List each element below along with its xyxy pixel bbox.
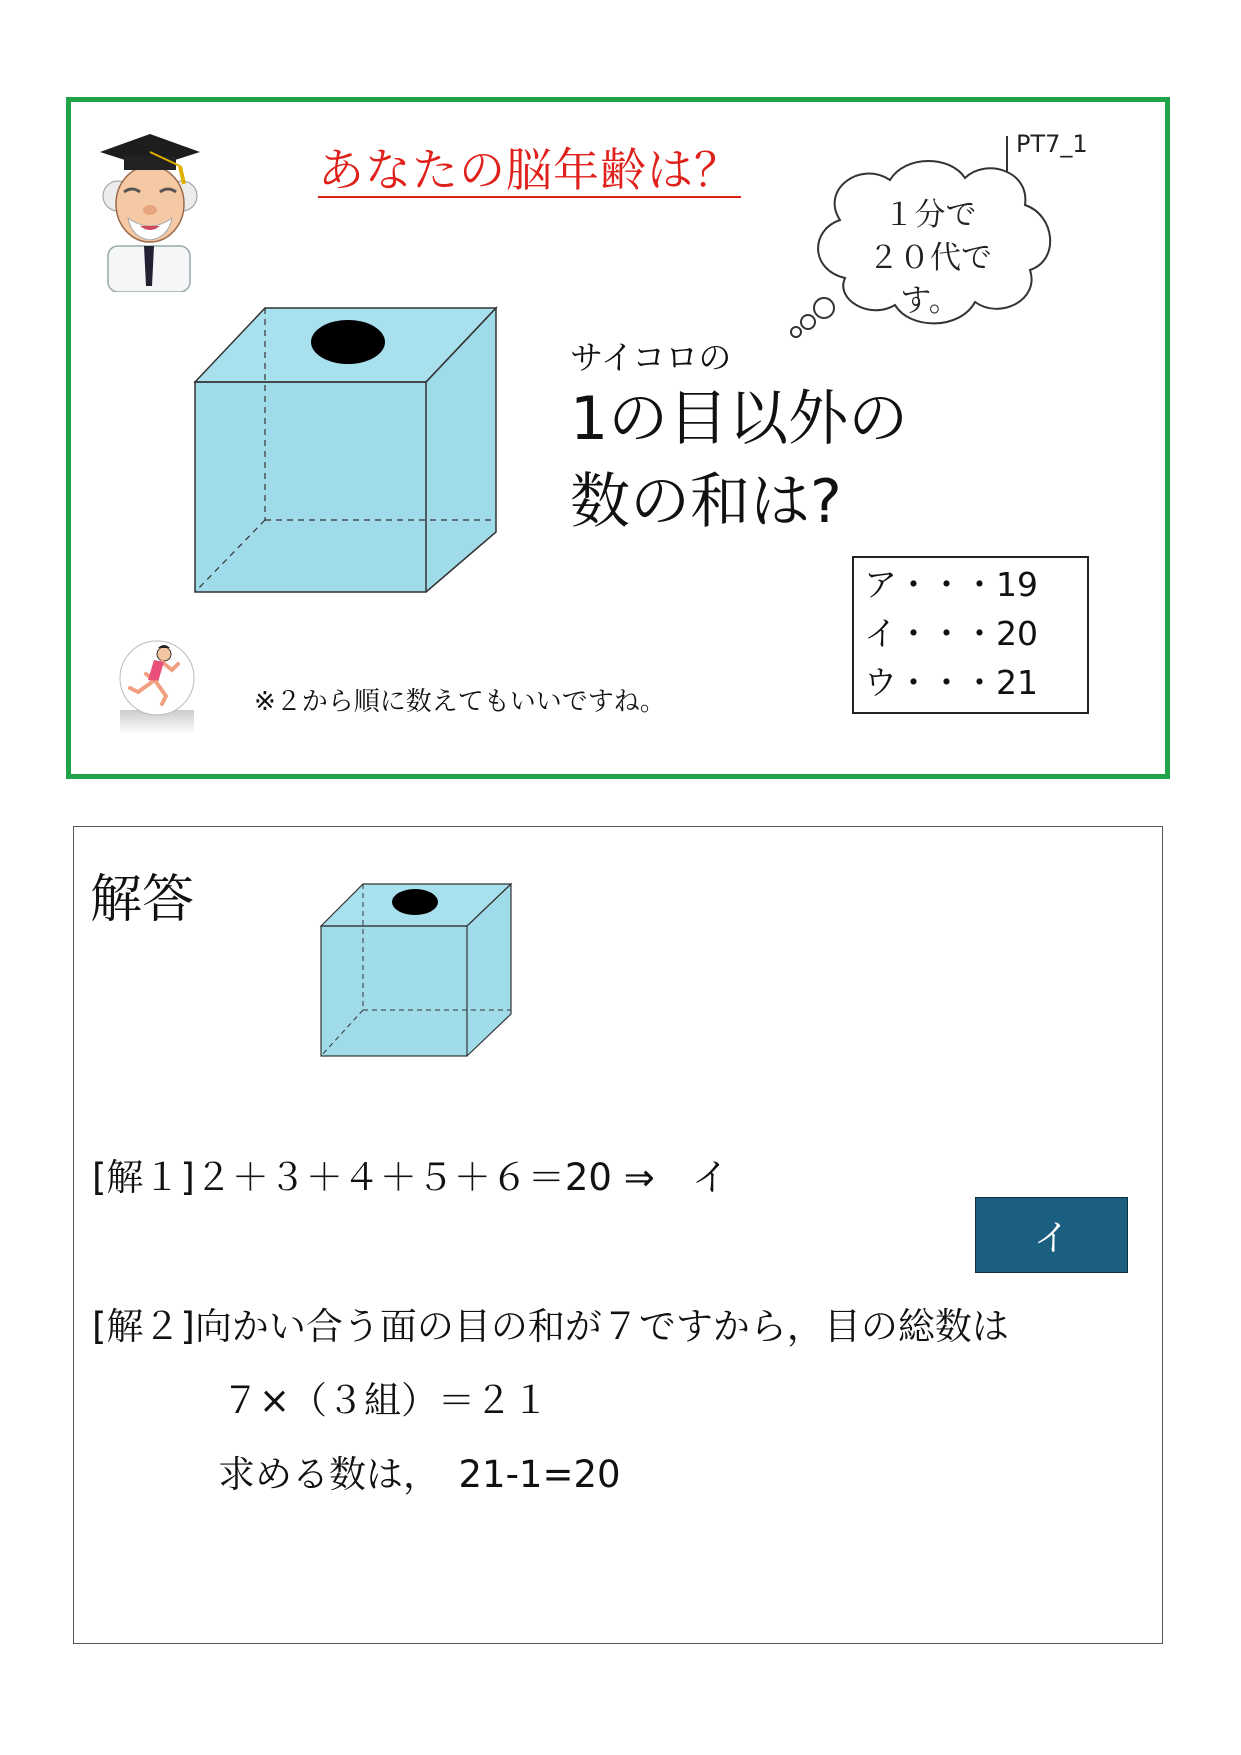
answer-heading: 解答 [90, 870, 195, 930]
bubble-text [860, 194, 1000, 323]
problem-code: PT7_1 [1016, 130, 1088, 158]
runner-icon [116, 640, 198, 736]
solution-2: [解２]向かい合う面の目の和が７ですから，目の総数は [92, 1305, 1009, 1348]
question-line: 1の目以外の [570, 384, 909, 454]
question-text [570, 378, 908, 544]
choice-u: ウ・・・21 [864, 663, 1038, 702]
choice-a: ア・・・19 [864, 565, 1038, 604]
choice-i: イ・・・20 [864, 614, 1038, 653]
dice-cube-small-icon [318, 880, 514, 1060]
solution-2-result: 求める数は， 21-1=20 [218, 1453, 621, 1496]
bubble-line: ２０代で [868, 240, 992, 276]
bubble-line: １分で [883, 197, 977, 233]
choice-box [852, 556, 1089, 714]
bubble-line: す。 [900, 283, 960, 319]
solution-2-calc: ７×（３組）＝２１ [222, 1379, 550, 1422]
professor-icon [88, 126, 216, 292]
page-title: あなたの脳年齢は？ [318, 143, 741, 197]
hint-text: ※２から順に数えてもいいですね。 [254, 687, 666, 717]
question-prefix: サイコロの [570, 338, 732, 377]
solution-1: [解１]２＋３＋４＋５＋６＝20 ⇒ イ [92, 1156, 729, 1199]
answer-box: イ [975, 1197, 1128, 1273]
dice-cube-icon [190, 302, 510, 602]
question-line: 数の和は? [570, 467, 842, 537]
